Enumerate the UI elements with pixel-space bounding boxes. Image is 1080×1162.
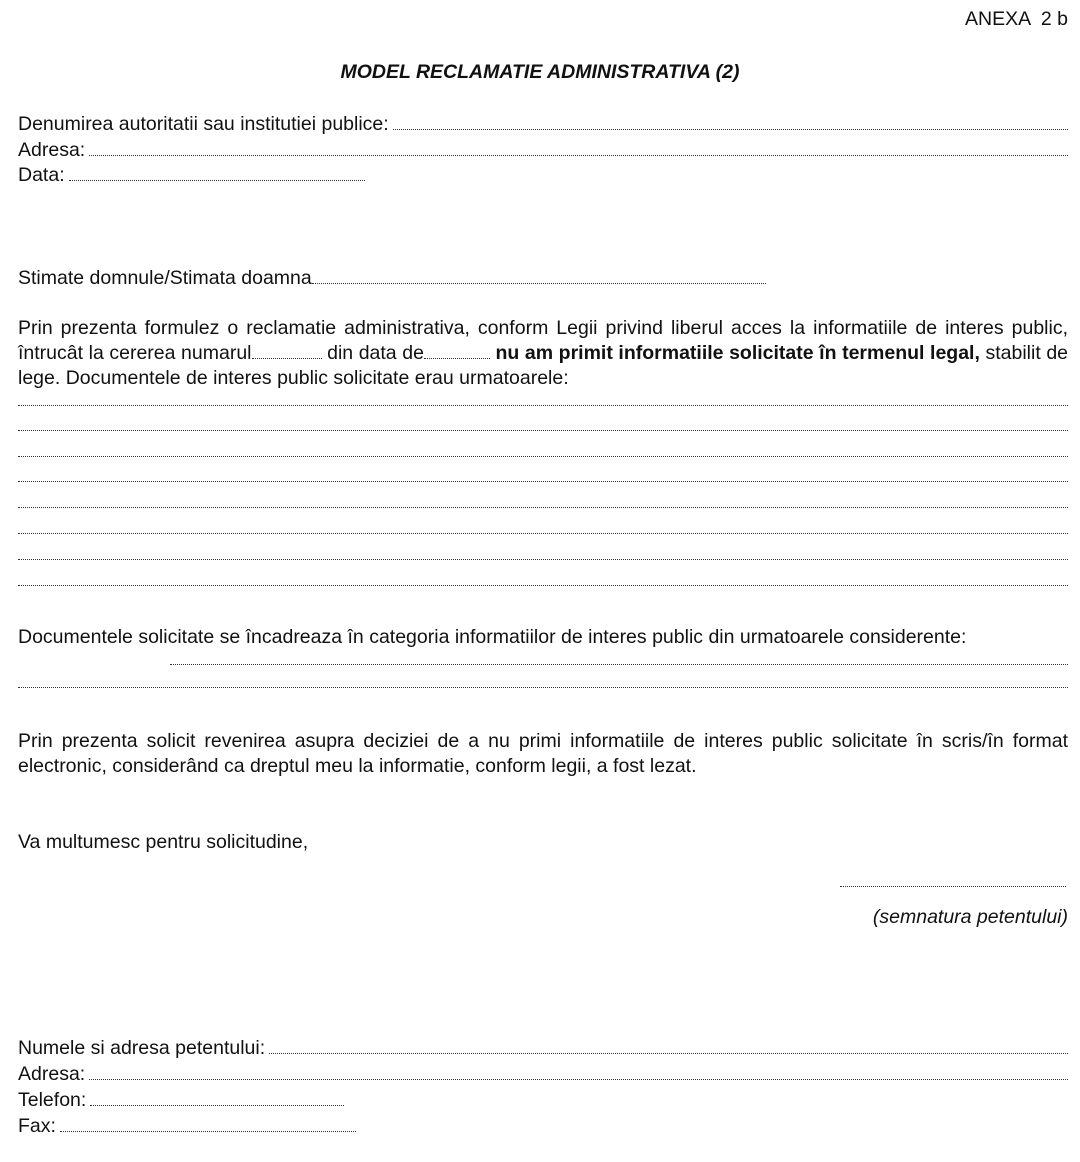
salutation-blank[interactable]: [312, 265, 766, 284]
signature-label: (semnatura petentului): [872, 906, 1068, 928]
complaint-paragraph: [18, 316, 1068, 391]
considerations-paragraph: [18, 625, 1068, 650]
address-blank[interactable]: [89, 137, 1068, 156]
considerations-blank-line[interactable]: [170, 663, 1068, 665]
petitioner-name-field[interactable]: [18, 1035, 1068, 1061]
date-label: Data:: [18, 164, 65, 186]
documents-blank-line[interactable]: [18, 429, 1068, 431]
phone-label: Telefon:: [18, 1089, 87, 1111]
authority-blank[interactable]: [393, 111, 1068, 130]
signature-blank[interactable]: [840, 885, 1066, 887]
documents-blank-line[interactable]: [18, 455, 1068, 457]
documents-blank-line[interactable]: [18, 506, 1068, 508]
petitioner-address-blank[interactable]: [89, 1061, 1068, 1080]
date-blank[interactable]: [69, 162, 365, 181]
complaint-bold-text: nu am primit informatiile solicitate în termenul legal,: [489, 342, 980, 364]
address-label: Adresa:: [18, 139, 86, 161]
fax-field[interactable]: [18, 1113, 356, 1139]
closing-text: Va multumesc pentru solicitudine,: [18, 831, 309, 853]
authority-field[interactable]: [18, 111, 1068, 137]
address-field[interactable]: [18, 137, 1068, 163]
authority-label: Denumirea autoritatii sau institutiei publice:: [18, 113, 389, 135]
complaint-text-2: din data de: [321, 342, 424, 364]
fax-label: Fax:: [18, 1115, 56, 1137]
petitioner-name-blank[interactable]: [269, 1035, 1068, 1054]
phone-blank[interactable]: [90, 1087, 344, 1106]
revision-request-paragraph: [18, 729, 1068, 779]
petitioner-address-field[interactable]: [18, 1061, 1068, 1087]
document-title: MODEL RECLAMATIE ADMINISTRATIVA (2): [340, 61, 740, 83]
request-date-blank[interactable]: [424, 344, 490, 359]
documents-blank-line[interactable]: [18, 584, 1068, 586]
considerations-text: Documentele solicitate se încadreaza în categoria informatiilor de interes public din urmatoarele considerente:: [18, 626, 967, 648]
fax-blank[interactable]: [60, 1113, 356, 1132]
date-field[interactable]: [18, 162, 365, 188]
documents-blank-line[interactable]: [18, 404, 1068, 406]
complaint-text-3: stabilit de lege. Documentele de interes public solicitate erau urmatoarele:: [18, 342, 1069, 389]
salutation-text: Stimate domnule/Stimata doamna: [18, 267, 312, 289]
phone-field[interactable]: [18, 1087, 344, 1113]
documents-blank-line[interactable]: [18, 480, 1068, 482]
closing-line: [18, 829, 308, 855]
considerations-blank-line[interactable]: [18, 686, 1068, 688]
petitioner-name-label: Numele si adresa petentului:: [18, 1037, 266, 1059]
revision-request-text: Prin prezenta solicit revenirea asupra deciziei de a nu primi informatiile de interes public solicitate în scris/în format electronic, considerând ca dreptul meu la informatie, conform legii, a fost lezat.: [18, 730, 1068, 777]
petitioner-address-label: Adresa:: [18, 1063, 86, 1085]
complaint-text-1: Prin prezenta formulez o reclamatie administrativa, conform Legii privind liberul acces la informatiile de interes public, întrucât la cererea numarul: [18, 317, 1068, 364]
documents-blank-line[interactable]: [18, 532, 1068, 534]
salutation-line: [18, 265, 766, 291]
request-number-blank[interactable]: [252, 344, 322, 359]
annex-label: ANEXA 2 b: [965, 8, 1068, 30]
documents-blank-line[interactable]: [18, 558, 1068, 560]
